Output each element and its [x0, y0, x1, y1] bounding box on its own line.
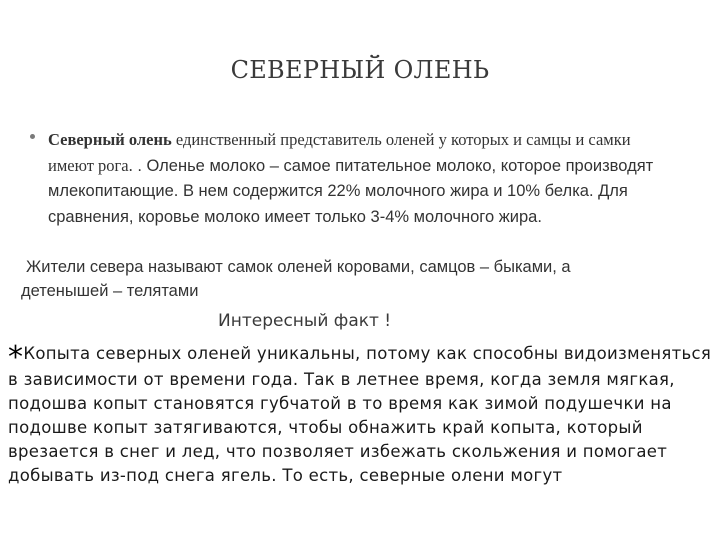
- bullet-serif-text: единственный представитель оленей у которых и самцы и самки имеют рога.: [48, 130, 631, 175]
- bullet-sans-text: . Оленье молоко – самое питательное молоко, которое производят млекопитающие. В нем содержится 22% молочного жира и 10% белка. Для сравнения, коровье молоко имеет только 3-4% молочного жира.: [48, 156, 654, 226]
- north-people-paragraph: Жители севера называют самок оленей коровами, самцов – быками, а детенышей – телятами: [21, 258, 571, 300]
- bullet-text: [48, 128, 670, 230]
- fact-paragraph: [8, 342, 712, 488]
- fact-text: Копыта северных оленей уникальны, потому как способны видоизменяться в зависимости от времени года. Так в летнее время, когда земля мягкая, подошва копыт становятся губчатой в то время как зимой подушечки на подошве копыт затягиваются, чтобы обнажить край копыта, который врезается в снег и лед, что позволяет избежать скольжения и помогает добывать из-под снега ягель. То есть, северные олени могут: [8, 344, 712, 485]
- asterisk-icon: *: [8, 340, 24, 375]
- fact-heading: Интересный факт !: [218, 311, 392, 331]
- slide-title: СЕВЕРНЫЙ ОЛЕНЬ: [230, 56, 490, 84]
- bullet-paragraph: [30, 128, 670, 230]
- bullet-bold-lead: Северный олень: [48, 130, 172, 149]
- bullet-dot-icon: [30, 134, 35, 139]
